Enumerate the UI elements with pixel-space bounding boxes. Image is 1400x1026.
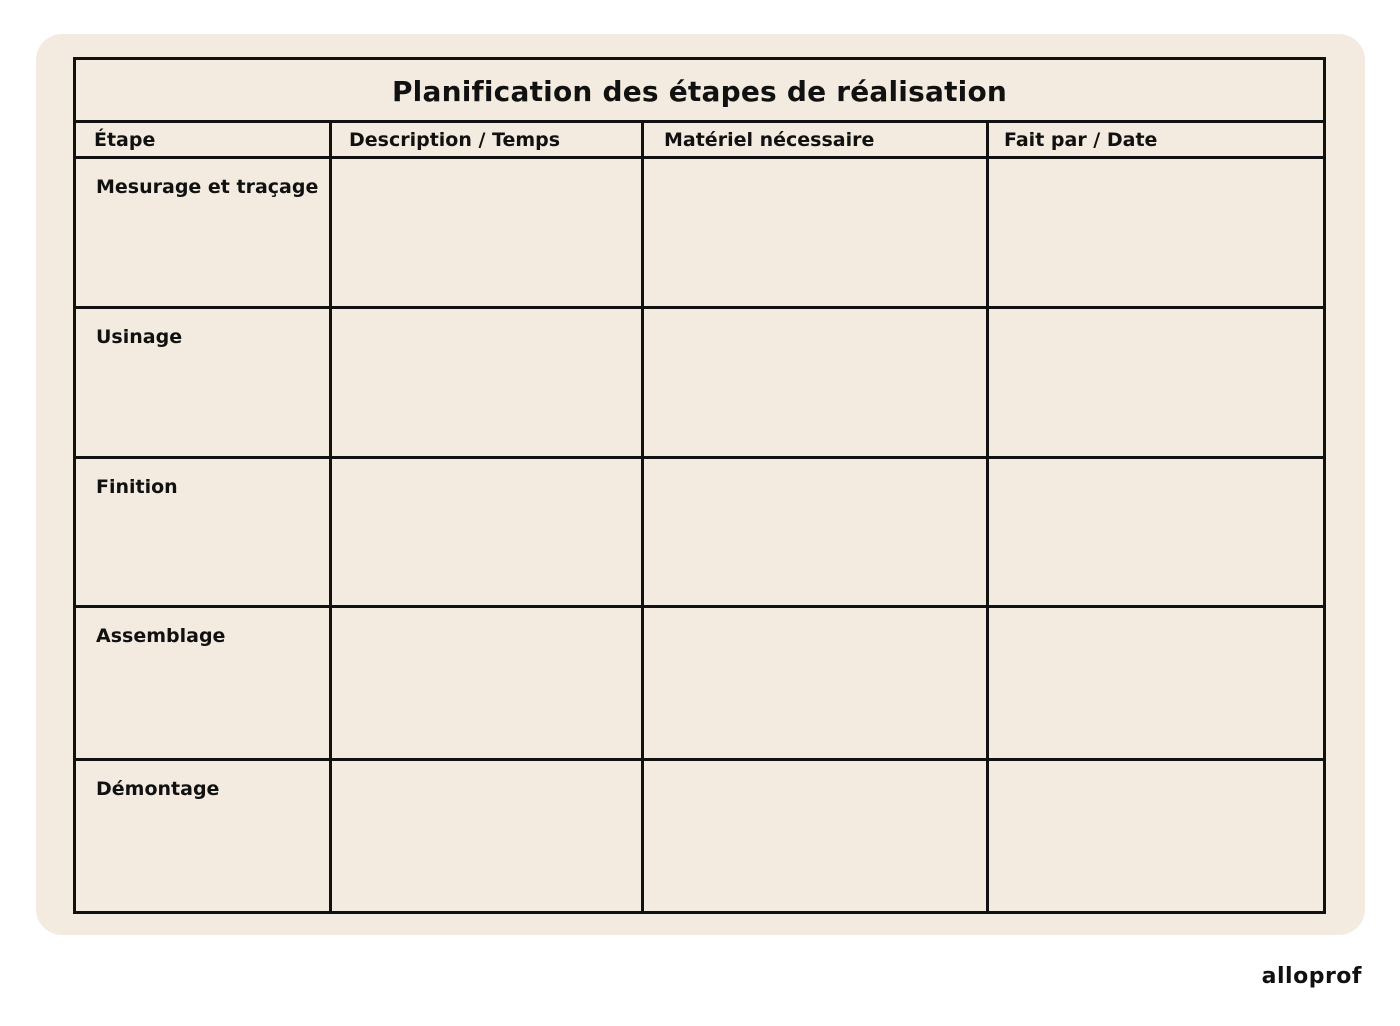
table-grid xyxy=(76,123,1323,911)
step-label-assemblage: Assemblage xyxy=(76,608,332,761)
step-label-usinage: Usinage xyxy=(76,309,332,459)
table-cell-description[interactable] xyxy=(332,159,644,309)
table-cell-fait-par[interactable] xyxy=(989,309,1323,459)
table-cell-materiel[interactable] xyxy=(644,159,989,309)
column-header-description: Description / Temps xyxy=(332,123,644,159)
table-title-row xyxy=(76,60,1323,123)
table-cell-fait-par[interactable] xyxy=(989,608,1323,761)
table-cell-fait-par[interactable] xyxy=(989,761,1323,911)
table-cell-fait-par[interactable] xyxy=(989,159,1323,309)
step-label-finition: Finition xyxy=(76,459,332,608)
table-cell-materiel[interactable] xyxy=(644,459,989,608)
table-cell-description[interactable] xyxy=(332,608,644,761)
step-label-mesurage: Mesurage et traçage xyxy=(76,159,332,309)
column-header-etape: Étape xyxy=(76,123,332,159)
table-cell-fait-par[interactable] xyxy=(989,459,1323,608)
table-cell-description[interactable] xyxy=(332,459,644,608)
table-cell-materiel[interactable] xyxy=(644,761,989,911)
table-cell-materiel[interactable] xyxy=(644,309,989,459)
column-header-materiel: Matériel nécessaire xyxy=(644,123,989,159)
table-cell-materiel[interactable] xyxy=(644,608,989,761)
table-cell-description[interactable] xyxy=(332,309,644,459)
table-cell-description[interactable] xyxy=(332,761,644,911)
step-label-demontage: Démontage xyxy=(76,761,332,911)
page-title: Planification des étapes de réalisation xyxy=(391,74,1008,108)
planning-table xyxy=(73,57,1326,914)
column-header-fait-par: Fait par / Date xyxy=(989,123,1323,159)
alloprof-logo: alloprof xyxy=(1261,964,1362,989)
